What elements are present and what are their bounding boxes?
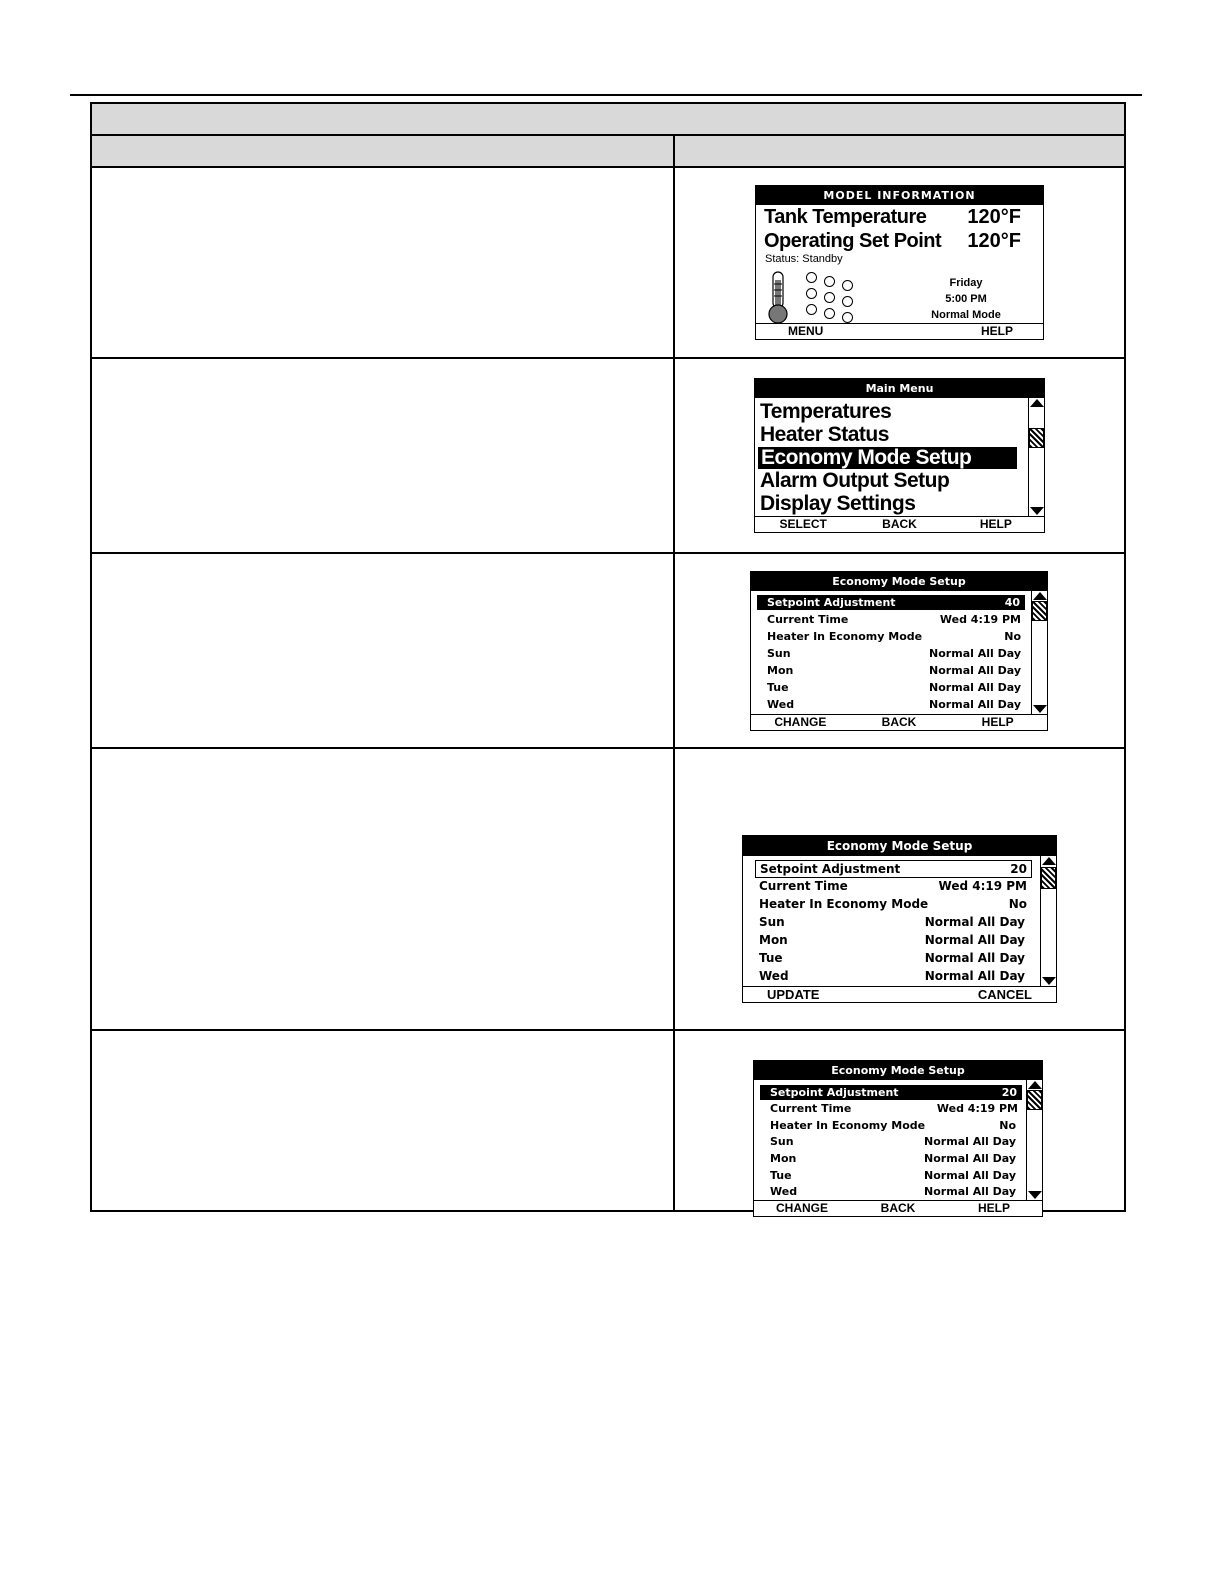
screen-header: Economy Mode Setup <box>751 572 1047 591</box>
change-button[interactable]: CHANGE <box>775 1201 828 1215</box>
setting-label: Sun <box>759 915 785 929</box>
screen-header: Economy Mode Setup <box>754 1061 1042 1080</box>
setting-row-heater-in-economy-mode[interactable] <box>767 629 1021 644</box>
back-button[interactable]: BACK <box>881 715 917 729</box>
setting-value[interactable]: 20 <box>1010 862 1027 876</box>
thermometer-icon <box>765 270 791 325</box>
tank-temperature-label: Tank Temperature <box>764 206 927 228</box>
scroll-down-icon[interactable] <box>1028 1191 1042 1199</box>
scrollbar[interactable] <box>1031 591 1047 714</box>
setting-value: Wed 4:19 PM <box>936 1102 1018 1115</box>
setting-row-tue[interactable] <box>767 680 1021 695</box>
setting-value: Normal All Day <box>924 915 1025 929</box>
scroll-thumb[interactable] <box>1032 601 1047 621</box>
setting-row-wed[interactable] <box>770 1184 1016 1199</box>
help-button[interactable]: HELP <box>981 715 1014 729</box>
scroll-thumb[interactable] <box>1041 867 1056 889</box>
menu-item-economy-mode-setup[interactable]: Economy Mode Setup <box>758 447 1017 469</box>
scroll-up-icon[interactable] <box>1030 399 1044 407</box>
setting-label: Heater In Economy Mode <box>770 1119 926 1132</box>
scroll-down-icon[interactable] <box>1033 705 1047 713</box>
setting-label: Setpoint Adjustment <box>770 1086 899 1099</box>
day-text: Friday <box>949 277 983 289</box>
operating-set-point-value: 120°F <box>967 230 1021 252</box>
setting-label: Setpoint Adjustment <box>767 596 896 609</box>
setting-value: Normal All Day <box>929 681 1021 694</box>
back-button[interactable]: BACK <box>880 1201 916 1215</box>
setting-row-wed[interactable] <box>759 968 1025 985</box>
tank-temperature-value: 120°F <box>967 206 1021 228</box>
setting-value: Wed 4:19 PM <box>938 879 1027 893</box>
menu-item-display-settings[interactable]: Display Settings <box>760 492 916 515</box>
setting-value: Normal All Day <box>924 969 1025 983</box>
scroll-down-icon[interactable] <box>1042 977 1056 985</box>
setting-label: Heater In Economy Mode <box>767 630 923 643</box>
display-2 <box>674 358 1125 553</box>
scroll-down-icon[interactable] <box>1030 507 1044 515</box>
setting-label: Sun <box>767 647 791 660</box>
screen-header: Economy Mode Setup <box>743 836 1056 856</box>
select-button[interactable]: SELECT <box>779 517 827 531</box>
setting-row-sun[interactable] <box>770 1134 1016 1149</box>
setting-label: Heater In Economy Mode <box>759 897 929 911</box>
setting-value: Normal All Day <box>924 933 1025 947</box>
table-title-row <box>91 103 1125 135</box>
header-display <box>674 135 1125 167</box>
setting-value: 20 <box>1001 1086 1017 1099</box>
step-4 <box>91 748 674 1030</box>
update-button[interactable]: UPDATE <box>767 987 820 1002</box>
screen-economy-mode-setup <box>750 571 1048 731</box>
screen-economy-mode-setup-edit <box>742 835 1057 1003</box>
operating-set-point-label: Operating Set Point <box>764 230 942 252</box>
display-3 <box>674 553 1125 748</box>
screen-model-information <box>755 185 1044 340</box>
mode-text: Normal Mode <box>931 309 1001 321</box>
step-3 <box>91 553 674 748</box>
setting-label: Current Time <box>759 879 848 893</box>
setting-value: Normal All Day <box>924 1169 1016 1182</box>
scrollbar[interactable] <box>1040 856 1056 986</box>
scroll-up-icon[interactable] <box>1042 857 1056 865</box>
setting-value: 40 <box>1004 596 1020 609</box>
setting-row-sun[interactable] <box>767 646 1021 661</box>
scrollbar[interactable] <box>1026 1080 1042 1200</box>
scroll-up-icon[interactable] <box>1028 1081 1042 1089</box>
setting-row-tue[interactable] <box>759 950 1025 967</box>
setting-row-tue[interactable] <box>770 1168 1016 1183</box>
setting-row-mon[interactable] <box>770 1151 1016 1166</box>
setting-label: Tue <box>759 951 783 965</box>
setting-value: Normal All Day <box>929 664 1021 677</box>
scroll-up-icon[interactable] <box>1033 592 1047 600</box>
setting-row-setpoint-adjustment[interactable] <box>760 1085 1022 1100</box>
screen-header: MODEL INFORMATION <box>756 186 1043 205</box>
setting-label: Setpoint Adjustment <box>760 862 901 876</box>
menu-item-temperatures[interactable]: Temperatures <box>760 400 892 423</box>
setting-label: Sun <box>770 1135 794 1148</box>
setting-label: Tue <box>767 681 789 694</box>
setting-value: Normal All Day <box>929 647 1021 660</box>
setting-value: Wed 4:19 PM <box>939 613 1021 626</box>
setting-label: Mon <box>759 933 788 947</box>
setting-value: Normal All Day <box>929 698 1021 711</box>
setting-label: Wed <box>770 1185 798 1198</box>
setting-value: Normal All Day <box>924 1185 1016 1198</box>
setting-row-heater-in-economy-mode[interactable] <box>759 896 1027 913</box>
step-5 <box>91 1030 674 1211</box>
scrollbar[interactable] <box>1028 398 1044 516</box>
menu-button[interactable]: MENU <box>788 324 824 338</box>
setting-label: Current Time <box>770 1102 852 1115</box>
screen-header: Main Menu <box>755 379 1044 398</box>
menu-item-alarm-output-setup[interactable]: Alarm Output Setup <box>760 469 950 492</box>
setting-label: Tue <box>770 1169 792 1182</box>
back-button[interactable]: BACK <box>882 517 917 531</box>
setting-value: No <box>1004 630 1021 643</box>
setting-row-mon[interactable] <box>767 663 1021 678</box>
setting-label: Mon <box>767 664 794 677</box>
setting-label: Mon <box>770 1152 797 1165</box>
setting-value: No <box>1008 897 1027 911</box>
status-text: Status: Standby <box>765 253 843 265</box>
setting-row-wed[interactable] <box>767 697 1021 712</box>
time-text: 5:00 PM <box>945 293 987 305</box>
setting-row-heater-in-economy-mode[interactable] <box>770 1118 1016 1133</box>
setting-value: Normal All Day <box>924 951 1025 965</box>
procedure-table <box>90 102 1126 1212</box>
setting-row-mon[interactable] <box>759 932 1025 949</box>
display-1 <box>674 167 1125 358</box>
setting-label: Current Time <box>767 613 849 626</box>
step-2 <box>91 358 674 553</box>
cancel-button[interactable]: CANCEL <box>977 987 1032 1002</box>
screen-economy-mode-setup-updated <box>753 1060 1043 1217</box>
scroll-thumb[interactable] <box>1027 1090 1042 1110</box>
header-step <box>91 135 674 167</box>
help-button[interactable]: HELP <box>979 517 1012 531</box>
setting-row-setpoint-adjustment[interactable] <box>755 860 1032 878</box>
help-button[interactable]: HELP <box>977 1201 1010 1215</box>
setting-value: Normal All Day <box>924 1152 1016 1165</box>
setting-label: Wed <box>767 698 795 711</box>
setting-row-current-time[interactable] <box>770 1101 1018 1116</box>
help-button[interactable]: HELP <box>980 324 1013 338</box>
display-4 <box>674 748 1125 1030</box>
setting-value: Normal All Day <box>924 1135 1016 1148</box>
top-rule <box>70 94 1142 96</box>
change-button[interactable]: CHANGE <box>774 715 827 729</box>
scroll-thumb[interactable] <box>1029 428 1044 448</box>
setting-row-setpoint-adjustment[interactable] <box>757 595 1025 610</box>
menu-item-heater-status[interactable]: Heater Status <box>760 423 889 446</box>
setting-label: Wed <box>759 969 789 983</box>
setting-row-sun[interactable] <box>759 914 1025 931</box>
screen-main-menu <box>754 378 1045 533</box>
setting-row-current-time[interactable] <box>767 612 1021 627</box>
setting-row-current-time[interactable] <box>759 878 1027 895</box>
setting-value: No <box>999 1119 1016 1132</box>
step-1 <box>91 167 674 358</box>
